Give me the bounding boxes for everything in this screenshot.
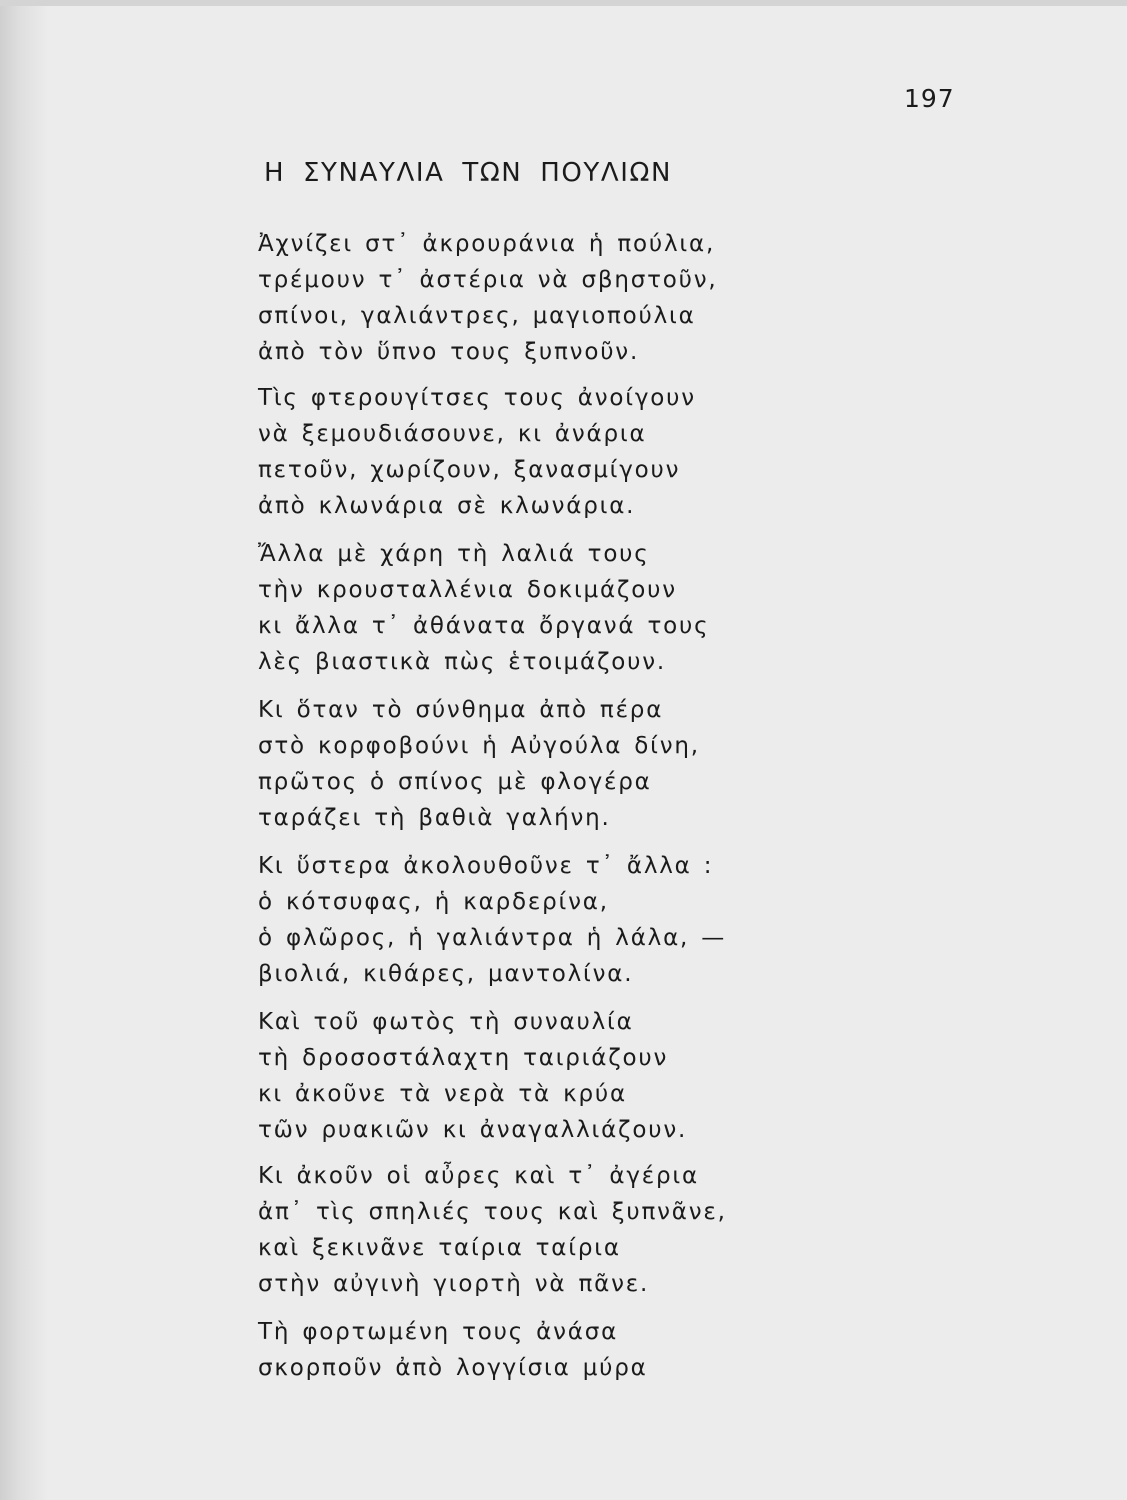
verse-line: τῶν ρυακιῶν κι ἀναγαλλιάζουν. — [258, 1117, 688, 1143]
verse-line: ἀπ᾽ τὶς σπηλιές τους καὶ ξυπνᾶνε, — [258, 1199, 727, 1225]
verse-line: ἀπὸ τὸν ὕπνο τους ξυπνοῦν. — [258, 339, 640, 365]
verse-line: ταράζει τὴ βαθιὰ γαλήνη. — [258, 805, 611, 831]
verse-line: τὴν κρουσταλλένια δοκιμάζουν — [258, 577, 677, 603]
verse-line: τὴ δροσοστάλαχτη ταιριάζουν — [258, 1045, 669, 1071]
page-number: 197 — [904, 84, 955, 113]
stanza-4 — [258, 692, 858, 836]
verse-line: καὶ ξεκινᾶνε ταίρια ταίρια — [258, 1235, 621, 1261]
verse-line: λὲς βιαστικὰ πὼς ἑτοιμάζουν. — [258, 649, 667, 675]
verse-line: Τὶς φτερουγίτσες τους ἀνοίγουν — [258, 385, 696, 411]
page-top-edge — [0, 0, 1127, 6]
verse-line: πρῶτος ὁ σπίνος μὲ φλογέρα — [258, 769, 652, 795]
verse-line: στὴν αὐγινὴ γιορτὴ νὰ πᾶνε. — [258, 1271, 650, 1297]
verse-line: ὁ κότσυφας, ἡ καρδερίνα, — [258, 889, 609, 915]
verse-line: σπίνοι, γαλιάντρες, μαγιοπούλια — [258, 303, 696, 329]
verse-line: Καὶ τοῦ φωτὸς τὴ συναυλία — [258, 1009, 634, 1035]
stanza-5 — [258, 848, 858, 992]
stanza-1 — [258, 226, 858, 370]
stanza-3 — [258, 536, 858, 680]
verse-line: Κι ἀκοῦν οἱ αὖρες καὶ τ᾽ ἀγέρια — [258, 1163, 699, 1189]
verse-line: Κι ὕστερα ἀκολουθοῦνε τ᾽ ἄλλα : — [258, 853, 714, 879]
verse-line: Τὴ φορτωμένη τους ἀνάσα — [258, 1319, 619, 1345]
poem-title: Η ΣΥΝΑΥΛΙΑ ΤΩΝ ΠΟΥΛΙΩΝ — [264, 158, 673, 188]
verse-line: νὰ ξεμουδιάσουνε, κι ἀνάρια — [258, 421, 647, 447]
verse-line: πετοῦν, χωρίζουν, ξανασμίγουν — [258, 457, 681, 483]
stanza-6 — [258, 1004, 858, 1148]
verse-line: Ἄλλα μὲ χάρη τὴ λαλιά τους — [258, 541, 650, 567]
verse-line: τρέμουν τ᾽ ἀστέρια νὰ σβηστοῦν, — [258, 267, 718, 293]
verse-line: στὸ κορφοβούνι ἡ Αὐγούλα δίνη, — [258, 733, 700, 759]
stanza-2 — [258, 380, 858, 524]
page-gutter — [0, 0, 48, 1500]
verse-line: κι ἀκοῦνε τὰ νερὰ τὰ κρύα — [258, 1081, 627, 1107]
stanza-7 — [258, 1158, 858, 1302]
verse-line: Κι ὅταν τὸ σύνθημα ἀπὸ πέρα — [258, 697, 664, 723]
stanza-8 — [258, 1314, 858, 1386]
verse-line: Ἀχνίζει στ᾽ ἀκρουράνια ἡ πούλια, — [258, 231, 716, 257]
verse-line: κι ἄλλα τ᾽ ἀθάνατα ὄργανά τους — [258, 613, 710, 639]
verse-line: σκορποῦν ἀπὸ λογγίσια μύρα — [258, 1355, 648, 1381]
verse-line: βιολιά, κιθάρες, μαντολίνα. — [258, 961, 634, 987]
verse-line: ἀπὸ κλωνάρια σὲ κλωνάρια. — [258, 493, 636, 519]
verse-line: ὁ φλῶρος, ἡ γαλιάντρα ἡ λάλα, — — [258, 925, 727, 951]
